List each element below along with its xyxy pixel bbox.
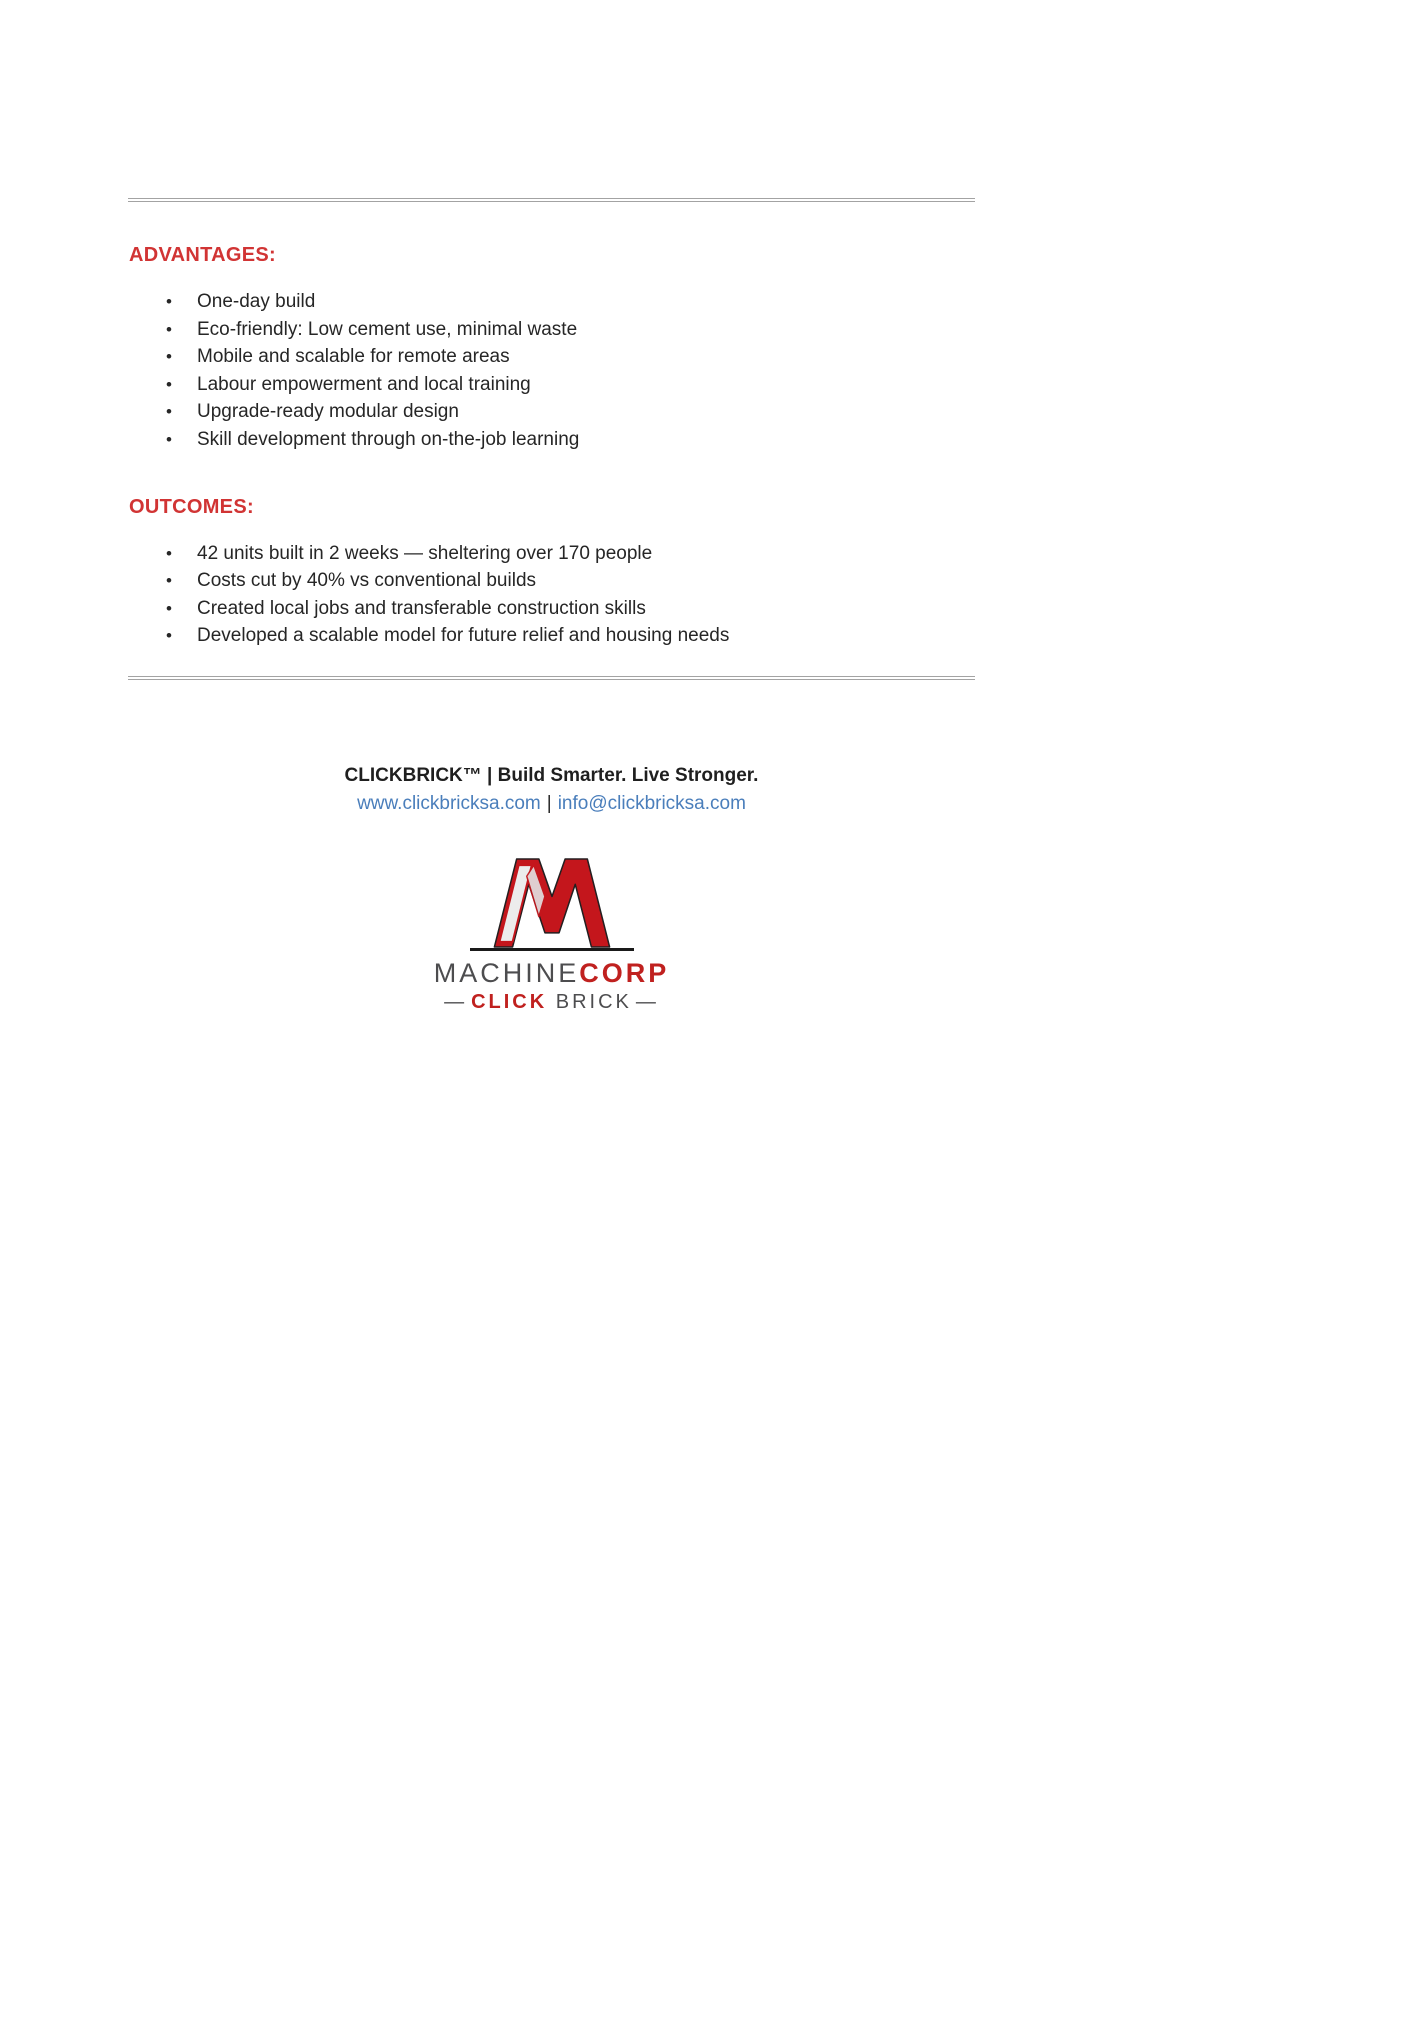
contact-links <box>128 792 975 816</box>
logo-m-icon <box>483 854 621 950</box>
advantages-item: • Labour empowerment and local training <box>197 371 975 399</box>
logo-sub-click: CLICK <box>471 990 548 1013</box>
logo-name-corp: CORP <box>579 957 670 988</box>
logo-dash-right: — <box>635 990 659 1013</box>
outcomes-heading: OUTCOMES: <box>129 495 254 518</box>
logo-subtitle <box>128 990 975 1014</box>
logo-name <box>128 959 975 987</box>
outcomes-item: • Created local jobs and transferable construction skills <box>197 595 975 623</box>
advantages-heading: ADVANTAGES: <box>129 244 277 266</box>
logo-sub-brick: BRICK <box>555 990 632 1013</box>
machinecorp-logo <box>128 854 975 1014</box>
outcomes-item: • 42 units built in 2 weeks — sheltering over 170 people <box>197 540 975 568</box>
document-content <box>128 0 975 1014</box>
advantages-item: • One-day build <box>197 288 975 316</box>
link-separator: | <box>546 792 552 814</box>
email-link[interactable]: info@clickbricksa.com <box>557 792 746 814</box>
brand-tagline: CLICKBRICK™ | Build Smarter. Live Stronger. <box>344 764 759 786</box>
logo-dash-left: — <box>444 990 468 1013</box>
outcomes-item: • Costs cut by 40% vs conventional builds <box>197 567 975 595</box>
logo-name-machine: MACHINE <box>433 957 580 988</box>
advantages-list <box>128 288 975 454</box>
advantages-item: • Upgrade-ready modular design <box>197 398 975 426</box>
website-link[interactable]: www.clickbricksa.com <box>357 792 541 814</box>
advantages-item: • Mobile and scalable for remote areas <box>197 343 975 371</box>
logo-underline <box>470 948 634 951</box>
advantages-item: • Eco-friendly: Low cement use, minimal waste <box>197 316 975 344</box>
section-divider-top <box>128 198 975 202</box>
section-divider-bottom <box>128 676 975 680</box>
document-footer <box>128 764 975 1014</box>
outcomes-item: • Developed a scalable model for future relief and housing needs <box>197 622 975 650</box>
outcomes-list <box>128 540 975 650</box>
advantages-item: • Skill development through on-the-job learning <box>197 426 975 454</box>
